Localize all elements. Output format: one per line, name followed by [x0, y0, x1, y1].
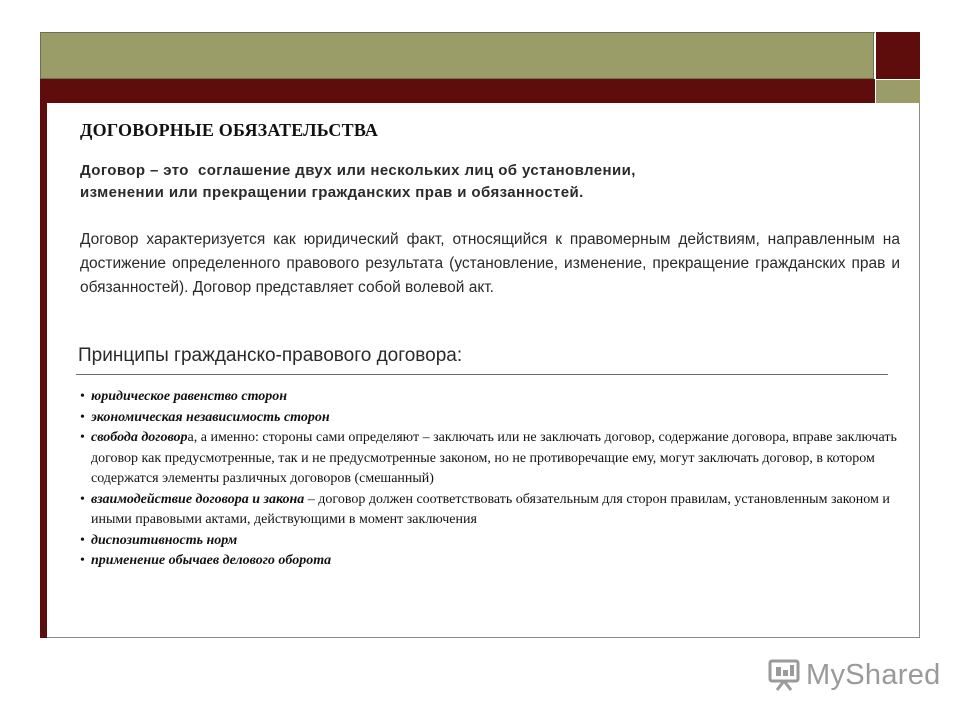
principle-item	[80, 490, 910, 531]
principle-item	[80, 551, 910, 572]
principle-emphasis: диспозитивность норм	[91, 532, 238, 548]
heading-divider	[76, 374, 888, 375]
presentation-board-icon	[768, 658, 800, 692]
header-olive-band	[40, 32, 874, 79]
principle-text: а, а именно: стороны сами определяют – заключать или не заключать договор, содержание договора, вправе заключать договор как предусмотренные, так и не предусмотренные законом, но не противоречащие ему, могут заключать договор, в котором содержатся элементы различных договоров (смешанный)	[91, 430, 897, 486]
principle-text: – договор должен соответствовать обязательным для сторон правилам, установленным законом и иными правовыми актами, действующими в момент заключения	[91, 491, 890, 527]
principle-emphasis: экономическая независимость сторон	[91, 409, 330, 425]
contract-description: Договор характеризуется как юридический факт, относящийся к правомерным действиям, направленным на достижение определенного правового результата (установление, изменение, прекращение гражданских прав и обязанностей). Договор представляет собой волевой акт.	[80, 231, 900, 296]
principle-emphasis: применение обычаев делового оборота	[91, 553, 332, 568]
slide-title: ДОГОВОРНЫЕ ОБЯЗАТЕЛЬСТВА	[80, 120, 379, 140]
principle-emphasis: свобода договор	[91, 430, 188, 445]
principle-emphasis: взаимодействие договора и закона	[91, 491, 305, 507]
contract-definition	[80, 160, 800, 204]
corner-maroon-square	[875, 32, 920, 79]
watermark-text: MyShared	[806, 658, 941, 691]
principle-emphasis: юридическое равенство сторон	[91, 389, 288, 404]
principle-item	[80, 408, 910, 429]
header-maroon-band	[40, 79, 920, 103]
definition-line-2: изменении или прекращении гражданских прав и обязанностей.	[80, 184, 584, 201]
myshared-watermark[interactable]	[768, 655, 941, 695]
definition-line-1: Договор – это соглашение двух или нескольких лиц об установлении,	[80, 162, 636, 179]
principles-heading: Принципы гражданско-правового договора:	[78, 345, 463, 366]
principle-item	[80, 531, 910, 552]
principle-item	[80, 428, 910, 490]
left-maroon-stripe	[40, 103, 47, 638]
principle-item	[80, 387, 910, 408]
principles-list	[80, 387, 910, 572]
corner-olive-square	[875, 79, 920, 103]
